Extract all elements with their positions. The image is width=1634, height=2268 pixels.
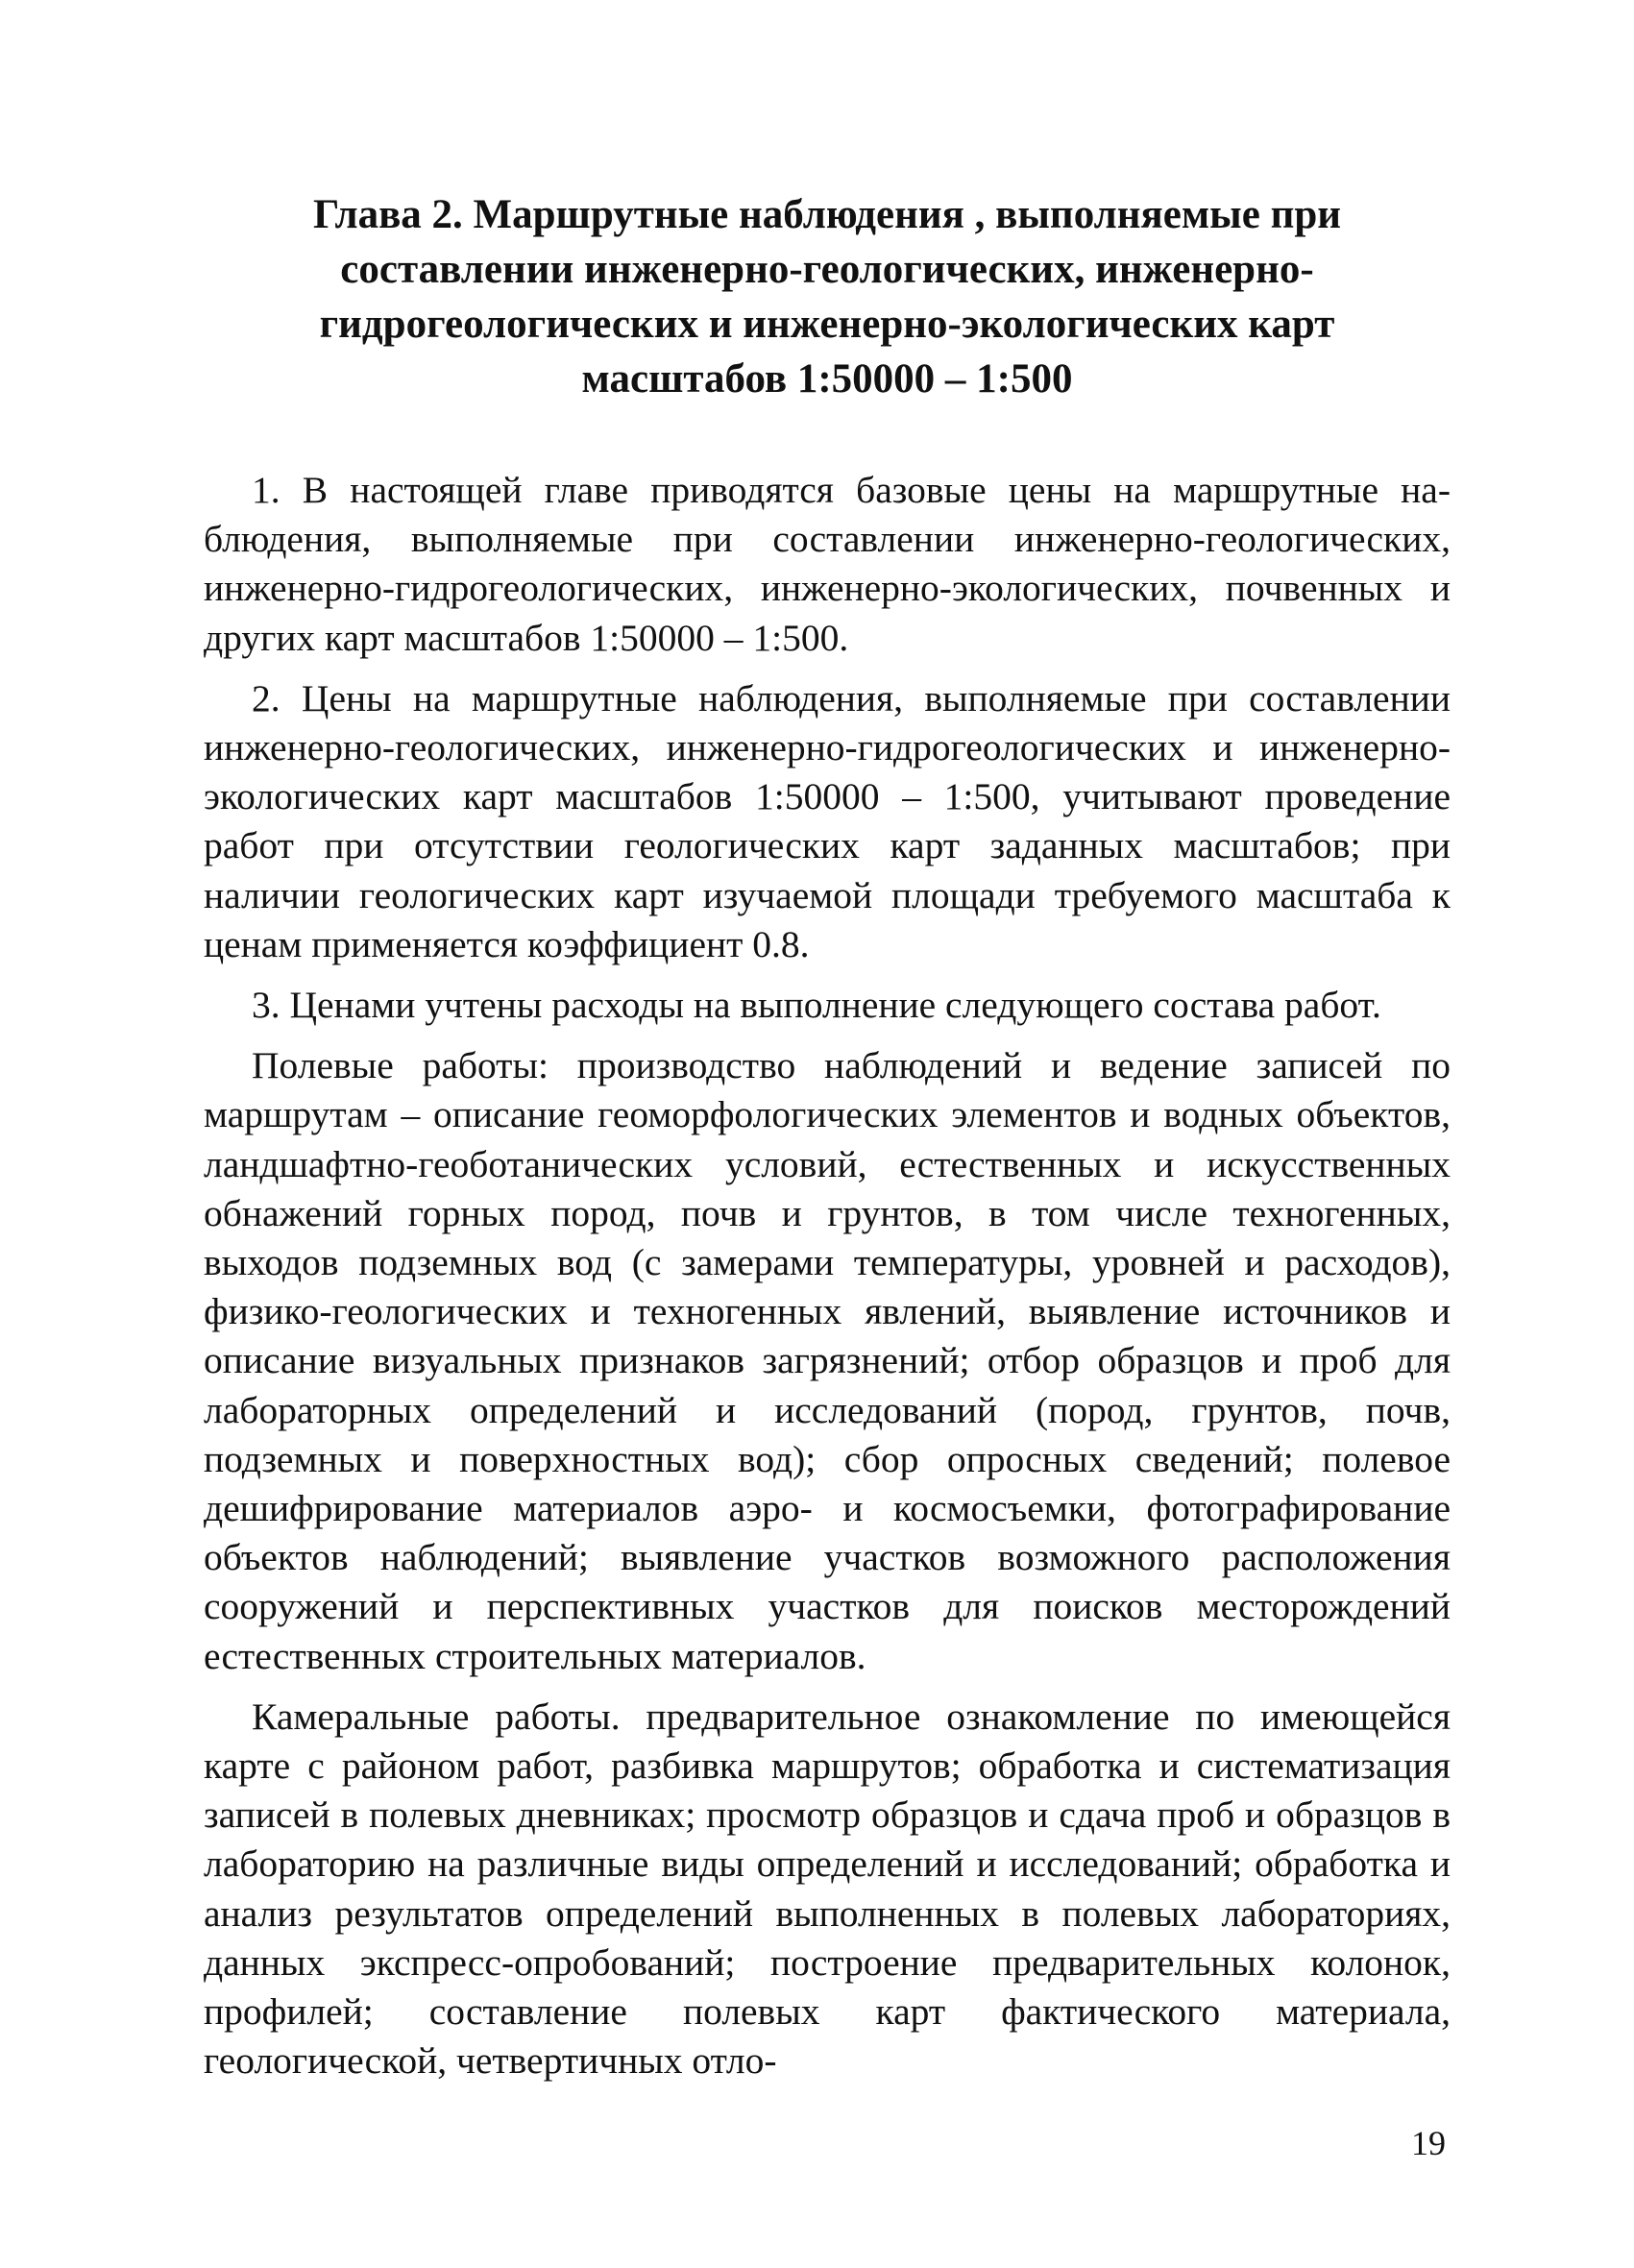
- chapter-title-line: гидрогеологических и инженерно-экологических карт: [319, 302, 1335, 347]
- paragraph-1: 1. В настоящей главе приводятся базовые цены на маршрутные наблюдения, выполняемые при составлении инженерно-геологических, инженерно-гидрогеологических, инженерно-экологических, почвенных и других карт масштабов 1:50000 – 1:500.: [204, 469, 1451, 659]
- chapter-title: [204, 187, 1451, 406]
- paragraph-3: 3. Ценами учтены расходы на выполнение следующего состава работ.: [252, 984, 1381, 1027]
- chapter-title-line: Глава 2. Маршрутные наблюдения , выполняемые при: [312, 192, 1342, 237]
- chapter-title-line: составлении инженерно-геологических, инженерно-: [340, 247, 1314, 292]
- paragraph-office-work: Камеральные работы. предварительное ознакомление по имеющейся карте с районом работ, разбивка маршрутов; обработка и систематизация записей в полевых дневниках; просмотр образцов и сдача проб и образцов в лабораторию на различные виды определений и исследований; обработка и анализ результатов определений выполненных в полевых лабораториях, данных экспресс-опробований; построение предварительных колонок, профилей; составление полевых карт фактического материала, геологической, четвертичных отло-: [204, 1695, 1451, 2083]
- chapter-title-line: масштабов 1:50000 – 1:500: [581, 356, 1073, 402]
- paragraph-field-work: Полевые работы: производство наблюдений и ведение записей по маршрутам – описание геоморфологических элементов и водных объектов, ландшафтно-геоботанических условий, естественных и искусственных обнажений горных пород, почв и грунтов, в том числе техногенных, выходов подземных вод (с замерами температуры, уровней и расходов), физико-геологических и техногенных явлений, выявление источников и описание визуальных признаков загрязнений; отбор образцов и проб для лабораторных определений и исследований (пород, грунтов, почв, подземных и поверхностных вод); сбор опросных сведений; полевое дешифрирование материалов аэро- и космосъемки, фотографирование объектов наблюдений; выявление участков возможного расположения сооружений и перспективных участков для поисков месторождений естественных строительных материалов.: [204, 1044, 1451, 1677]
- document-page: [204, 187, 1451, 2092]
- paragraph-2: 2. Цены на маршрутные наблюдения, выполняемые при составлении инженерно-геологических, инженерно-гидрогеологических и инженерно-экологических карт масштабов 1:50000 – 1:500, учитывают проведение работ при отсутствии геологических карт заданных масштабов; при наличии геологических карт изучаемой площади требуемого масштаба к ценам применяется коэффициент 0.8.: [204, 676, 1451, 965]
- page-number: 19: [1411, 2124, 1446, 2162]
